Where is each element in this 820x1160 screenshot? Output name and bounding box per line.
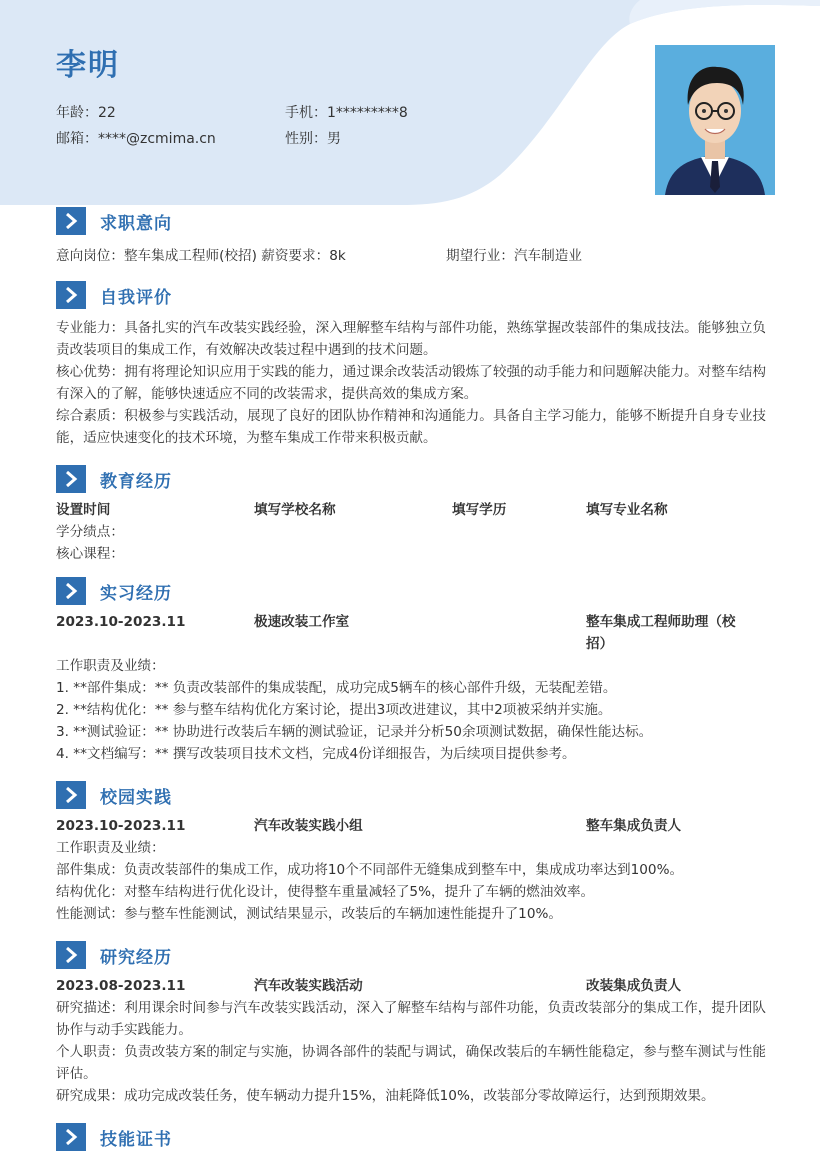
gender-field: 性别：男 — [285, 131, 341, 147]
section-self-eval — [56, 279, 766, 449]
resume-body — [56, 205, 766, 1153]
section-title: 研究经历 — [100, 947, 172, 968]
intern-item: 3. **测试验证：** 协助进行改装后车辆的测试验证，记录并分析50余项测试数据，确保性能达标。 — [56, 724, 653, 740]
campus-org: 汽车改装实践小组 — [254, 818, 363, 834]
self-eval-paragraph: 核心优势：拥有将理论知识应用于实践的能力，通过课余改装活动锻炼了较强的动手能力和问题解决能力。对整车结构有深入的了解，能够快速适应不同的改装需求，提供高效的集成方案。 — [56, 364, 766, 402]
edu-school: 填写学校名称 — [254, 502, 336, 518]
research-item: 研究成果：成功完成改装任务，使车辆动力提升15%，油耗降低10%，改装部分零故障运行，达到预期效果。 — [56, 1088, 715, 1104]
intern-item: 4. **文档编写：** 撰写改装项目技术文档，完成4份详细报告，为后续项目提供参考。 — [56, 746, 576, 762]
intern-role: 整车集成工程师助理（校招） — [586, 614, 736, 652]
email-field: 邮箱：****@zcmima.cn — [56, 131, 216, 147]
industry: 期望行业：汽车制造业 — [446, 248, 582, 264]
research-time: 2023.08-2023.11 — [56, 978, 186, 994]
phone-field: 手机：1*********8 — [285, 105, 408, 121]
edu-courses: 核心课程： — [56, 546, 124, 562]
section-header — [56, 279, 766, 311]
candidate-name: 李明 — [56, 48, 120, 83]
campus-role: 整车集成负责人 — [586, 818, 682, 834]
intern-item: 2. **结构优化：** 参与整车结构优化方案讨论，提出3项改进建议，其中2项被采纳并实施。 — [56, 702, 612, 718]
section-header — [56, 939, 766, 971]
research-item: 研究描述：利用课余时间参与汽车改装实践活动，深入了解整车结构与部件功能，负责改装部分的集成工作，提升团队协作与动手实践能力。 — [56, 1000, 766, 1038]
section-campus — [56, 779, 766, 925]
age-field: 年龄：22 — [56, 105, 116, 121]
section-title: 求职意向 — [100, 213, 172, 234]
section-title: 技能证书 — [100, 1129, 172, 1150]
chevron-right-icon — [56, 941, 86, 969]
section-title: 自我评价 — [100, 287, 172, 308]
research-org: 汽车改装实践活动 — [254, 978, 363, 994]
section-skills — [56, 1121, 766, 1153]
section-header — [56, 1121, 766, 1153]
chevron-right-icon — [56, 207, 86, 235]
section-title: 教育经历 — [100, 471, 172, 492]
section-education — [56, 463, 766, 565]
intern-duties-label: 工作职责及业绩： — [56, 658, 165, 674]
section-intention — [56, 205, 766, 267]
section-header — [56, 205, 766, 237]
intern-org: 极速改装工作室 — [254, 614, 350, 630]
intern-time: 2023.10-2023.11 — [56, 614, 186, 630]
chevron-right-icon — [56, 577, 86, 605]
campus-time: 2023.10-2023.11 — [56, 818, 186, 834]
section-header — [56, 575, 766, 607]
edu-time: 设置时间 — [56, 502, 111, 518]
section-header — [56, 463, 766, 495]
research-role: 改装集成负责人 — [586, 978, 682, 994]
edu-gpa: 学分绩点： — [56, 524, 124, 540]
section-research — [56, 939, 766, 1107]
campus-item: 性能测试：参与整车性能测试，测试结果显示，改装后的车辆加速性能提升了10%。 — [56, 906, 562, 922]
chevron-right-icon — [56, 781, 86, 809]
chevron-right-icon — [56, 1123, 86, 1151]
section-internship — [56, 575, 766, 765]
chevron-right-icon — [56, 281, 86, 309]
chevron-right-icon — [56, 465, 86, 493]
self-eval-paragraph: 专业能力：具备扎实的汽车改装实践经验，深入理解整车结构与部件功能，熟练掌握改装部件的集成技法。能够独立负责改装项目的集成工作，有效解决改装过程中遇到的技术问题。 — [56, 320, 766, 358]
avatar — [655, 45, 775, 195]
campus-item: 部件集成：负责改装部件的集成工作，成功将10个不同部件无缝集成到整车中，集成成功率达到100%。 — [56, 862, 684, 878]
section-title: 实习经历 — [100, 583, 172, 604]
edu-degree: 填写学历 — [452, 502, 507, 518]
self-eval-paragraph: 综合素质：积极参与实践活动，展现了良好的团队协作精神和沟通能力。具备自主学习能力，能够不断提升自身专业技能，适应快速变化的技术环境，为整车集成工作带来积极贡献。 — [56, 408, 766, 446]
section-title: 校园实践 — [100, 787, 172, 808]
section-header — [56, 779, 766, 811]
research-item: 个人职责：负责改装方案的制定与实施，协调各部件的装配与调试，确保改装后的车辆性能稳定，参与整车测试与性能评估。 — [56, 1044, 766, 1082]
intern-item: 1. **部件集成：** 负责改装部件的集成装配，成功完成5辆车的核心部件升级，无装配差错。 — [56, 680, 617, 696]
resume-header — [0, 0, 820, 205]
position-salary: 意向岗位：整车集成工程师(校招) 薪资要求：8k — [56, 248, 346, 264]
campus-duties-label: 工作职责及业绩： — [56, 840, 165, 856]
edu-major: 填写专业名称 — [586, 502, 668, 518]
campus-item: 结构优化：对整车结构进行优化设计，使得整车重量减轻了5%，提升了车辆的燃油效率。 — [56, 884, 595, 900]
